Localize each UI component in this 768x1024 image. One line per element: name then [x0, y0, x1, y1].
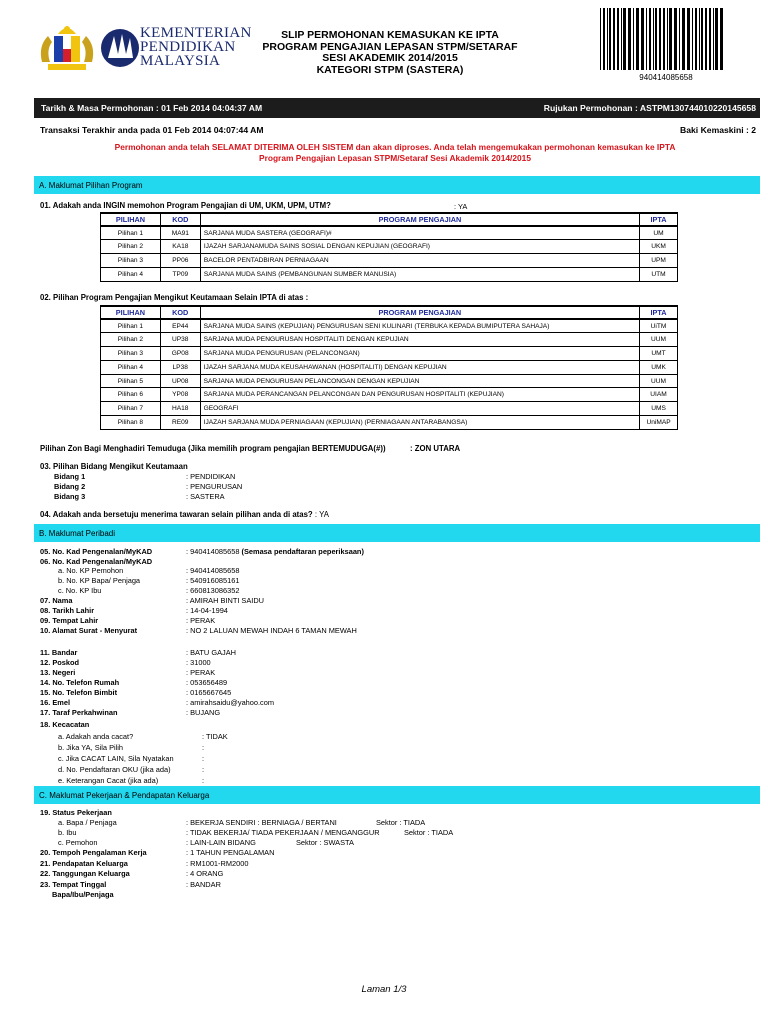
- kod-cell: TP09: [160, 267, 200, 281]
- table-row: [101, 254, 678, 268]
- pilihan-cell: Pilihan 1: [101, 226, 161, 240]
- col-program: PROGRAM PENGAJIAN: [200, 213, 639, 226]
- col-pilihan: PILIHAN: [101, 306, 161, 319]
- application-datetime: Tarikh & Masa Permohonan : 01 Feb 2014 04:04:37 AM: [41, 103, 263, 113]
- kpm-logo-text: KEMENTERIAN PENDIDIKAN MALAYSIA: [140, 25, 252, 69]
- barcode-number: 940414085658: [639, 73, 693, 82]
- program-cell: SARJANA MUDA PENGURUSAN (PELANCONGAN): [200, 347, 639, 361]
- program-cell: IJAZAH SARJANA MUDA PERNIAGAAN (KEPUJIAN) (PERNIAGAAN ANTARABANGSA): [200, 416, 639, 430]
- sektor-value: Sektor : TIADA: [404, 828, 454, 837]
- program-cell: GEOGRAFI: [200, 402, 639, 416]
- program-cell: SARJANA MUDA SAINS (KEPUJIAN) PENGURUSAN SENI KULINARI (TERBUKA KEPADA BUMIPUTERA SAHAJA): [200, 319, 639, 333]
- table-row: [101, 374, 678, 388]
- pilihan-cell: Pilihan 8: [101, 416, 161, 430]
- kod-cell: EP44: [160, 319, 200, 333]
- program-table-2: [100, 305, 678, 430]
- col-pilihan: PILIHAN: [101, 213, 161, 226]
- kod-cell: RE09: [160, 416, 200, 430]
- barcode-icon: [598, 8, 728, 70]
- kod-cell: YP08: [160, 388, 200, 402]
- program-cell: IJAZAH SARJANAMUDA SAINS SOSIAL DENGAN KEPUJIAN (GEOGRAFI): [200, 240, 639, 254]
- pilihan-cell: Pilihan 4: [101, 360, 161, 374]
- ipta-cell: UMT: [640, 347, 678, 361]
- col-ipta: IPTA: [640, 306, 678, 319]
- pilihan-cell: Pilihan 4: [101, 267, 161, 281]
- ipta-cell: UUM: [640, 333, 678, 347]
- interview-zone-label: Pilihan Zon Bagi Menghadiri Temuduga (Jika memilih program pengajian BERTEMUDUGA(#)): [40, 444, 386, 453]
- kod-cell: HA18: [160, 402, 200, 416]
- kod-cell: MA91: [160, 226, 200, 240]
- slip-page: KEMENTERIAN PENDIDIKAN MALAYSIA SLIP PERMOHONAN KEMASUKAN KE IPTA PROGRAM PENGAJIAN LEPASAN STPM/SETARAF SESI AKADEMIK 2014/2015 KATEGORI STPM (SASTERA) 940414085658 Tarikh & Masa Permohonan : 01 Feb 2014 04:04:37 AM Rujukan Permohonan : ASTPM130744010220145658 Transaksi Terakhir anda pada 01 Feb 2014 04:07:44 AM Baki Kemaskini : 2 Permohonan anda telah SELAMAT DITERIMA OLEH SISTEM dan akan diproses. Anda telah mengemukakan permohonan kemasukan ke IPTA Program Pengajian Lepasan STPM/Setaraf Sesi Akademik 2014/2015 A. Maklumat Pilihan Program 01. Adakah anda INGIN memohon Program Pengajian di UM, UKM, UPM, UTM? : YA PILIHAN KOD PROGRAM PENGAJIAN IPTA Pilihan 1 MA91 SARJANA MUDA SASTERA (GEOGRAFI)# UM Pilihan 2 KA18 IJAZAH SARJANAMUDA SAINS SOSIAL DENGAN KEPUJIAN (GEOGRAFI) UKM Pilihan 3 PP06 BACELOR PENTADBIRAN PERNIAGAAN UPM Pilihan 4 TP09 SARJANA MUDA SAINS (PEMBANGUNAN SUMBER MANUSIA) UTM 02. Pilihan Program Pengajian Mengikut Keutamaan Selain IPTA di atas : PILIHAN KOD PROGRAM PENGAJIAN IPTA Pilihan 1 EP44 SARJANA MUDA SAINS (KEPUJIAN) PENGURUSAN SENI KULINARI (TERBUKA KEPADA BUMIPUTERA SAHAJA) UiTM Pilihan 2 UP38 SARJANA MUDA PENGURUSAN HOSPITALITI DENGAN KEPUJIAN UUM Pilihan 3 GP08 SARJANA MUDA PENGURUSAN (PELANCONGAN) UMT Pilihan 4 LP38 IJAZAH SARJANA MUDA KEUSAHAWANAN (HOSPITALITI) DENGAN KEPUJIAN UMK Pilihan 5 UP08 SARJANA MUDA PENGURUSAN PELANCONGAN DENGAN KEPUJIAN UUM Pilihan 6 YP08 SARJANA MUDA PERANCANGAN PELANCONGAN DAN PENGURUSAN HOSPITALITI (KEPUJIAN) UIAM Pilihan 7 HA18 GEOGRAFI UMS Pilihan 8 RE09 IJAZAH SARJANA MUDA PERNIAGAAN (KEPUJIAN) (PERNIAGAAN ANTARABANGSA) UniMAP Pilihan Zon Bagi Menghadiri Temuduga (Jika memilih program pengajian BERTEMUDUGA(#)) : ZON UTARA 03. Pilihan Bidang Mengikut Keutamaan Bidang 1 : PENDIDIKAN Bidang 2 : PENGURUSAN Bidang 3 : SASTERA 04. Adakah anda bersetuju menerima tawaran selain pilihan anda di atas? : YA B. Maklumat Peribadi 05. No. Kad Pengenalan/MyKAD : 940414085658 (Semasa pendaftaran peperiksaan) 06. No. Kad Pengenalan/MyKAD a. No. KP Pemohon : 940414085658 b. No. KP Bapa/ Penjaga : 540916085161 c. No. KP Ibu : 660813086352 07. Nama : AMIRAH BINTI SAIDU 08. Tarikh Lahir : 14-04-1994 09. Tempat Lahir : PERAK 10. Alamat Surat - Menyurat : NO 2 LALUAN MEWAH INDAH 6 TAMAN MEWAH 11. Bandar : BATU GAJAH 12. Poskod : 31000 13. Negeri : PERAK 14. No. Telefon Rumah : 053656489 15. No. Telefon Bimbit : 0165667645 16. Emel : amirahsaidu@yahoo.com 17. Taraf Perkahwinan : BUJANG 18. Kecacatan a. Adakah anda cacat? : TIDAK b. Jika YA, Sila Pilih : c. Jika CACAT LAIN, Sila Nyatakan : d. No. Pendaftaran OKU (jika ada) : e. Keterangan Cacat (jika ada) : C. Maklumat Pekerjaan & Pendapatan Keluarga 19. Status Pekerjaan a. Bapa / Penjaga : BEKERJA SENDIRI : BERNIAGA / BERTANI Sektor : TIADA b. Ibu : TIDAK BEKERJA/ TIADA PEKERJAAN / MENGANGGUR Sektor : TIADA c. Pemohon : LAIN-LAIN BIDANG Sektor : SWASTA 20. Tempoh Pengalaman Kerja : 1 TAHUN PENGALAMAN 21. Pendapatan Keluarga : RM1001-RM2000 22. Tanggungan Keluarga : 4 ORANG 23. Tempat Tinggal : BANDAR Bapa/Ibu/Penjaga Laman 1/3: [0, 0, 768, 1024]
- kod-cell: LP38: [160, 360, 200, 374]
- table-row: [101, 402, 678, 416]
- program-cell: SARJANA MUDA PENGURUSAN PELANCONGAN DENGAN KEPUJIAN: [200, 374, 639, 388]
- question-01: 01. Adakah anda INGIN memohon Program Pengajian di UM, UKM, UPM, UTM?: [40, 201, 331, 210]
- section-a-header: A. Maklumat Pilihan Program: [34, 176, 760, 194]
- slip-title: SLIP PERMOHONAN KEMASUKAN KE IPTA PROGRAM PENGAJIAN LEPASAN STPM/SETARAF SESI AKADEMIK 2014/2015 KATEGORI STPM (SASTERA): [262, 29, 518, 76]
- ipta-cell: UMK: [640, 360, 678, 374]
- ipta-cell: UTM: [640, 267, 678, 281]
- pilihan-cell: Pilihan 6: [101, 388, 161, 402]
- question-01-answer: : YA: [454, 202, 468, 211]
- sektor-value: Sektor : SWASTA: [296, 838, 354, 847]
- section-b-header: B. Maklumat Peribadi: [34, 524, 760, 542]
- ipta-cell: UM: [640, 226, 678, 240]
- ipta-cell: UiTM: [640, 319, 678, 333]
- pilihan-cell: Pilihan 1: [101, 319, 161, 333]
- pilihan-cell: Pilihan 2: [101, 240, 161, 254]
- kod-cell: PP06: [160, 254, 200, 268]
- success-notice: Permohonan anda telah SELAMAT DITERIMA OLEH SISTEM dan akan diproses. Anda telah mengemukakan permohonan kemasukan ke IPTA Program Pengajian Lepasan STPM/Setaraf Sesi Akademik 2014/2015: [114, 142, 676, 163]
- table-row: [101, 416, 678, 430]
- section-c-header: C. Maklumat Pekerjaan & Pendapatan Keluarga: [34, 786, 760, 804]
- table-row: [101, 319, 678, 333]
- last-transaction: Transaksi Terakhir anda pada 01 Feb 2014 04:07:44 AM: [40, 125, 264, 135]
- col-ipta: IPTA: [640, 213, 678, 226]
- ipta-cell: UPM: [640, 254, 678, 268]
- table-row: [101, 226, 678, 240]
- question-03: 03. Pilihan Bidang Mengikut Keutamaan: [40, 462, 188, 471]
- pilihan-cell: Pilihan 5: [101, 374, 161, 388]
- table-row: [101, 333, 678, 347]
- program-cell: IJAZAH SARJANA MUDA KEUSAHAWANAN (HOSPITALITI) DENGAN KEPUJIAN: [200, 360, 639, 374]
- question-04-answer: : YA: [314, 510, 329, 519]
- col-kod: KOD: [160, 306, 200, 319]
- pilihan-cell: Pilihan 3: [101, 254, 161, 268]
- col-kod: KOD: [160, 213, 200, 226]
- pilihan-cell: Pilihan 2: [101, 333, 161, 347]
- kod-cell: UP08: [160, 374, 200, 388]
- sektor-value: Sektor : TIADA: [376, 818, 426, 827]
- question-04: 04. Adakah anda bersetuju menerima tawaran selain pilihan anda di atas? : YA: [40, 510, 329, 519]
- ipta-cell: UniMAP: [640, 416, 678, 430]
- program-cell: SARJANA MUDA PENGURUSAN HOSPITALITI DENGAN KEPUJIAN: [200, 333, 639, 347]
- col-program: PROGRAM PENGAJIAN: [200, 306, 639, 319]
- program-cell: SARJANA MUDA PERANCANGAN PELANCONGAN DAN PENGURUSAN HOSPITALITI (KEPUJIAN): [200, 388, 639, 402]
- interview-zone-value: : ZON UTARA: [410, 444, 461, 453]
- application-reference: Rujukan Permohonan : ASTPM130744010220145658: [543, 103, 756, 113]
- ipta-cell: UKM: [640, 240, 678, 254]
- ipta-cell: UUM: [640, 374, 678, 388]
- table-row: [101, 388, 678, 402]
- program-cell: SARJANA MUDA SAINS (PEMBANGUNAN SUMBER MANUSIA): [200, 267, 639, 281]
- program-table-1: [100, 212, 678, 282]
- pilihan-cell: Pilihan 3: [101, 347, 161, 361]
- table-row: [101, 240, 678, 254]
- question-02: 02. Pilihan Program Pengajian Mengikut Keutamaan Selain IPTA di atas :: [40, 293, 309, 302]
- table-row: [101, 360, 678, 374]
- kod-cell: GP08: [160, 347, 200, 361]
- ipta-cell: UMS: [640, 402, 678, 416]
- table-row: [101, 267, 678, 281]
- pilihan-cell: Pilihan 7: [101, 402, 161, 416]
- program-cell: BACELOR PENTADBIRAN PERNIAGAAN: [200, 254, 639, 268]
- program-cell: SARJANA MUDA SASTERA (GEOGRAFI)#: [200, 226, 639, 240]
- malaysia-crest-icon: [36, 22, 98, 72]
- page-number: Laman 1/3: [361, 984, 407, 995]
- application-datebar: [34, 98, 760, 118]
- kod-cell: KA18: [160, 240, 200, 254]
- table-row: [101, 347, 678, 361]
- ipta-cell: UIAM: [640, 388, 678, 402]
- remaining-updates: Baki Kemaskini : 2: [680, 125, 756, 135]
- kod-cell: UP38: [160, 333, 200, 347]
